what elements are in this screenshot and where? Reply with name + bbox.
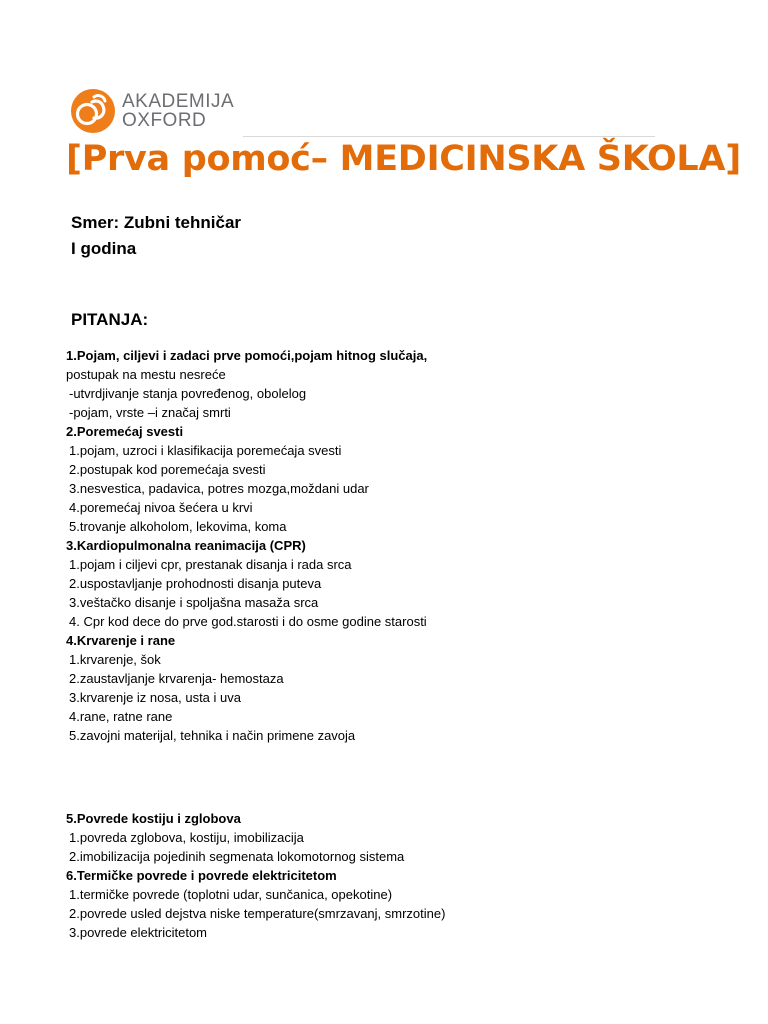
questions-list-part-2 bbox=[66, 809, 666, 942]
title-container bbox=[66, 134, 741, 186]
question-item: 2.postupak kod poremećaja svesti bbox=[69, 462, 266, 477]
logo-wordmark bbox=[122, 92, 234, 130]
question-item: 2.povrede usled dejstva niske temperature(smrzavanj, smrzotine) bbox=[69, 906, 446, 921]
question-item: 3.nesvestica, padavica, potres mozga,moždani udar bbox=[69, 481, 369, 496]
questions-heading: PITANJA: bbox=[71, 310, 149, 329]
question-item: 3.povrede elektricitetom bbox=[69, 925, 208, 940]
question-heading: 3.Kardiopulmonalna reanimacija (CPR) bbox=[66, 538, 306, 553]
logo-line-2: OXFORD bbox=[122, 110, 207, 131]
question-item: -pojam, vrste –i značaj smrti bbox=[69, 405, 231, 420]
question-item: 2.uspostavljanje prohodnosti disanja puteva bbox=[69, 576, 322, 591]
question-item: 1.krvarenje, šok bbox=[69, 652, 161, 667]
question-item: 1.povreda zglobova, kostiju, imobilizacija bbox=[69, 830, 304, 845]
logo-line-1: AKADEMIJA bbox=[122, 91, 235, 112]
question-item: 1.pojam i ciljevi cpr, prestanak disanja i rada srca bbox=[69, 557, 352, 572]
course-meta bbox=[71, 210, 241, 262]
godina-label: I godina bbox=[71, 239, 137, 258]
question-item: 3.veštačko disanje i spoljašna masaža srca bbox=[69, 595, 319, 610]
question-item: 4.poremećaj nivoa šećera u krvi bbox=[69, 500, 253, 515]
smer-label: Smer: Zubni tehničar bbox=[71, 213, 242, 232]
question-item: 3.krvarenje iz nosa, usta i uva bbox=[69, 690, 241, 705]
question-item: 5.trovanje alkoholom, lekovima, koma bbox=[69, 519, 287, 534]
document-title: [Prva pomoć– MEDICINSKA ŠKOLA] bbox=[66, 139, 741, 179]
question-item: 4. Cpr kod dece do prve god.starosti i do osme godine starosti bbox=[69, 614, 427, 629]
question-item: 1.pojam, uzroci i klasifikacija poremećaja svesti bbox=[69, 443, 342, 458]
question-item: 5.zavojni materijal, tehnika i način primene zavoja bbox=[69, 728, 356, 743]
question-heading: 2.Poremećaj svesti bbox=[66, 424, 184, 439]
question-heading: 5.Povrede kostiju i zglobova bbox=[66, 811, 241, 826]
question-heading: 4.Krvarenje i rane bbox=[66, 633, 176, 648]
question-item: 2.zaustavljanje krvarenja- hemostaza bbox=[69, 671, 284, 686]
question-heading: 1.Pojam, ciljevi i zadaci prve pomoći,pojam hitnog slučaja, bbox=[66, 348, 428, 363]
akademija-oxford-logo bbox=[70, 88, 234, 134]
question-item: -utvrdjivanje stanja povređenog, obolelog bbox=[69, 386, 307, 401]
question-item: 1.termičke povrede (toplotni udar, sunčanica, opekotine) bbox=[69, 887, 393, 902]
question-item: 2.imobilizacija pojedinih segmenata lokomotornog sistema bbox=[69, 849, 405, 864]
logo-mark-icon bbox=[70, 88, 116, 134]
questions-list-part-1 bbox=[66, 346, 666, 745]
question-item: 4.rane, ratne rane bbox=[69, 709, 173, 724]
question-item: postupak na mestu nesreće bbox=[66, 367, 226, 382]
question-heading: 6.Termičke povrede i povrede elektricitetom bbox=[66, 868, 337, 883]
